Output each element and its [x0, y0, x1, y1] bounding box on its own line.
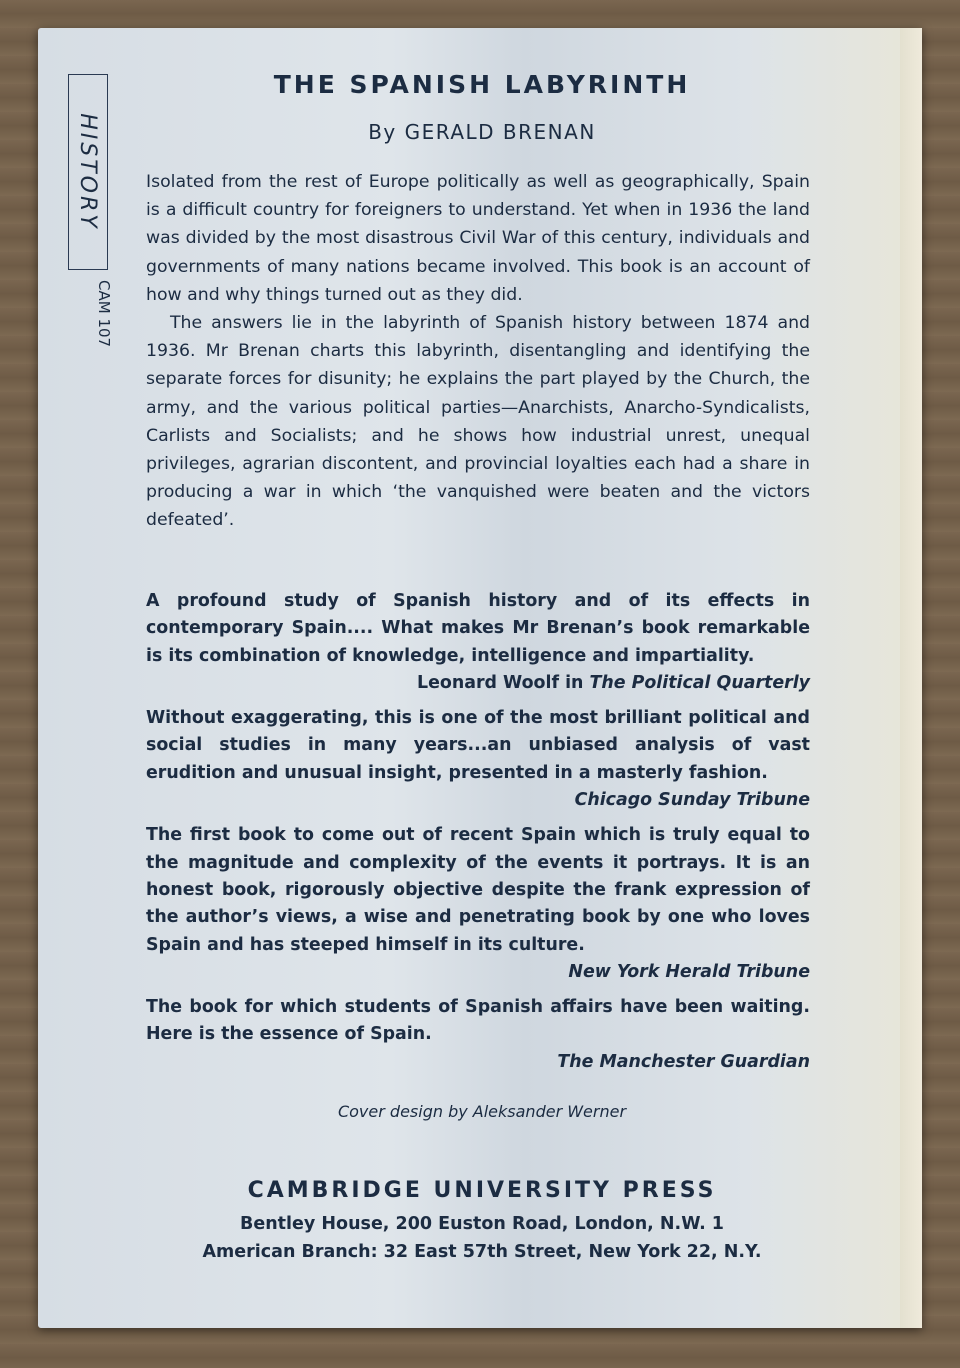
book-title: THE SPANISH LABYRINTH [273, 70, 691, 99]
review-text: Without exaggerating, this is one of the most brilliant political and social studies in many years...an unbiased analysis of vast erudition and unusual insight, presented in a masterly fashion. [146, 708, 810, 783]
page-edge [900, 28, 922, 1328]
book-back-cover [38, 28, 922, 1328]
review-list [146, 588, 810, 1084]
publisher-address-us: American Branch: 32 East 57th Street, New York 22, N.Y. [202, 1242, 762, 1262]
review-source: The Political Quarterly [589, 672, 810, 693]
review-text: A profound study of Spanish history and of its effects in contemporary Spain.... What makes Mr Brenan’s book remarkable is its combination of knowledge, intelligence and impartiality. [146, 591, 810, 666]
review-text: The book for which students of Spanish affairs have been waiting. Here is the essence of Spain. [146, 997, 810, 1045]
review-source: Chicago Sunday Tribune [574, 790, 810, 811]
blurb [146, 168, 810, 535]
review-quote [146, 588, 810, 697]
review-quote [146, 994, 810, 1076]
author-byline: By GERALD BRENAN [368, 120, 596, 144]
review-quote [146, 705, 810, 814]
review-source: The Manchester Guardian [557, 1051, 810, 1072]
review-source: New York Herald Tribune [568, 961, 810, 982]
review-quote [146, 822, 810, 986]
cover-design-credit: Cover design by Aleksander Werner [337, 1102, 627, 1121]
review-author: Leonard Woolf in [417, 672, 584, 693]
review-text: The first book to come out of recent Spain which is truly equal to the magnitude and complexity of the events it portrays. It is an honest book, rigorously objective despite the frank expression of the author’s views, a wise and penetrating book by one who loves Spain and has steeped himself in its culture. [146, 825, 810, 955]
category-label: HISTORY [75, 113, 100, 231]
review-attribution [405, 670, 810, 697]
series-number: CAM 107 [95, 280, 113, 348]
publisher-address-uk: Bentley House, 200 Euston Road, London, N.W. 1 [240, 1214, 724, 1234]
blurb-paragraph: The answers lie in the labyrinth of Spanish history between 1874 and 1936. Mr Brenan charts this labyrinth, disentangling and identifying the separate forces for disunity; he explains the part played by the Church, the army, and the various political parties—Anarchists, Anarcho-Syndicalists, Carlists and Socialists; and he shows how industrial unrest, unequal privileges, agrarian discontent, and provincial loyalties each had a share in producing a war in which ‘the vanquished were beaten and the victors defeated’. [146, 313, 810, 531]
publisher-name: CAMBRIDGE UNIVERSITY PRESS [247, 1178, 717, 1203]
blurb-paragraph: Isolated from the rest of Europe politically as well as geographically, Spain is a difficult country for foreigners to understand. Yet when in 1936 the land was divided by the most disastrous Civil War of this century, individuals and governments of many nations became involved. This book is an account of how and why things turned out as they did. [146, 172, 810, 305]
